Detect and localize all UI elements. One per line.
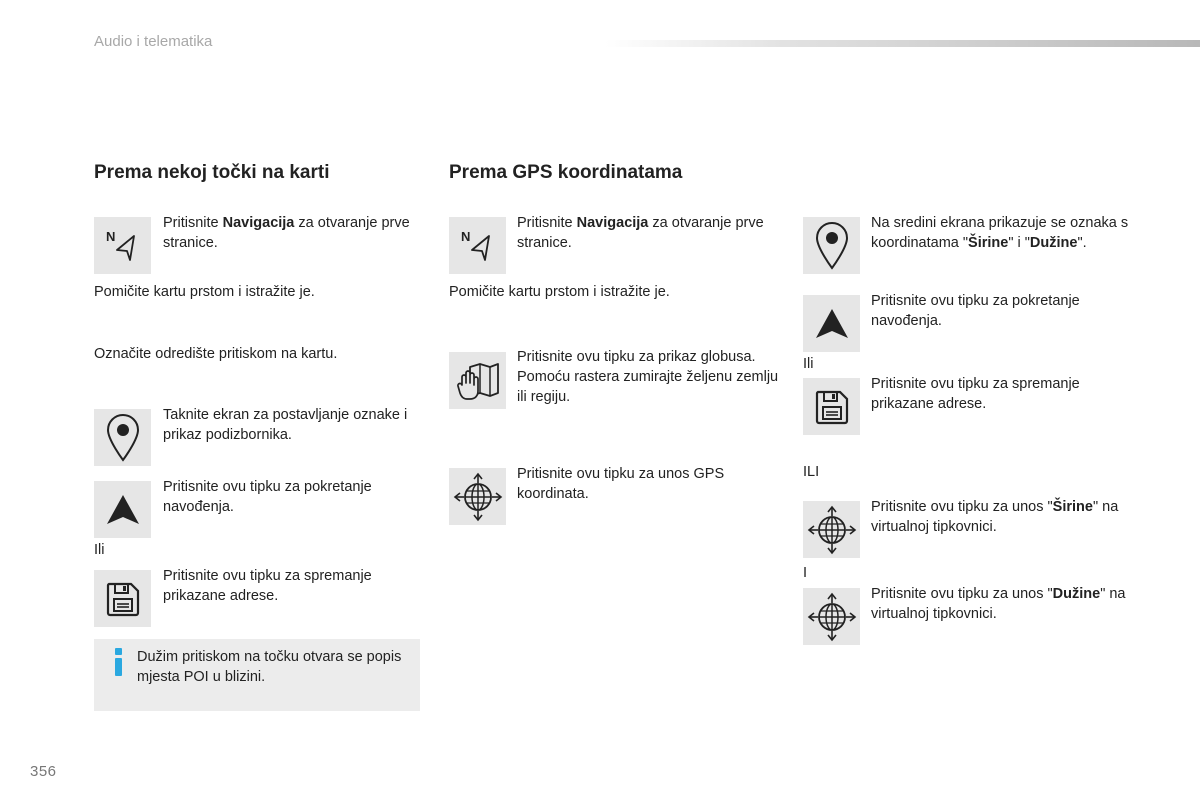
middle-globe-text: Pritisnite ovu tipku za prikaz globusa. Pomoću rastera zumirajte željenu zemlju ili regiju.	[517, 349, 779, 405]
right-save-text: Pritisnite ovu tipku za spremanje prikazane adrese.	[871, 376, 1080, 412]
globe-arrows-icon	[803, 588, 860, 645]
left-start-text: Pritisnite ovu tipku za pokretanje navođenja.	[163, 479, 372, 515]
navigation-arrow-icon	[803, 295, 860, 352]
right-lon-text: Pritisnite ovu tipku za unos "Dužine" na virtualnoj tipkovnici.	[871, 586, 1126, 622]
right-or-upper-text: ILI	[803, 464, 820, 480]
right-and-text: I	[803, 565, 808, 581]
middle-nav-text: Pritisnite Navigacija za otvaranje prve stranice.	[517, 215, 764, 251]
middle-heading: Prema GPS koordinatama	[449, 162, 683, 183]
floppy-disk-icon	[94, 570, 151, 627]
map-pin-icon	[803, 217, 860, 274]
svg-text:N: N	[460, 228, 470, 244]
left-save-text: Pritisnite ovu tipku za spremanje prikazane adrese.	[163, 568, 372, 604]
left-nav-text: Pritisnite Navigacija za otvaranje prve stranice.	[163, 215, 410, 251]
section-title: Audio i telematika	[94, 33, 213, 50]
globe-arrows-icon	[803, 501, 860, 558]
right-lat-text: Pritisnite ovu tipku za unos "Širine" na virtualnoj tipkovnici.	[871, 499, 1119, 535]
left-select-text: Označite odredište pritiskom na kartu.	[94, 346, 338, 362]
navigation-icon	[94, 217, 151, 274]
info-icon	[113, 648, 123, 678]
navigation-icon	[449, 217, 506, 274]
floppy-disk-icon	[803, 378, 860, 435]
left-heading: Prema nekoj točki na karti	[94, 162, 330, 183]
left-marker-text: Taknite ekran za postavljanje oznake i prikaz podizbornika.	[163, 407, 408, 443]
globe-arrows-icon	[449, 468, 506, 525]
header-decoration-bar	[605, 40, 1200, 47]
middle-gps-text: Pritisnite ovu tipku za unos GPS koordinata.	[517, 466, 725, 502]
navigation-arrow-icon	[94, 481, 151, 538]
right-marker-text: Na sredini ekrana prikazuje se oznaka s koordinatama "Širine" i "Dužine".	[871, 215, 1129, 251]
right-start-text: Pritisnite ovu tipku za pokretanje navođenja.	[871, 293, 1080, 329]
info-text: Dužim pritiskom na točku otvara se popis mjesta POI u blizini.	[137, 649, 402, 685]
map-pin-icon	[94, 409, 151, 466]
map-touch-icon	[449, 352, 506, 409]
page-number: 356	[30, 763, 57, 780]
left-pan-text: Pomičite kartu prstom i istražite je.	[94, 284, 315, 300]
left-or-text: Ili	[94, 542, 105, 558]
middle-pan-text: Pomičite kartu prstom i istražite je.	[449, 284, 670, 300]
right-or-text: Ili	[803, 356, 814, 372]
svg-text:N: N	[105, 228, 115, 244]
